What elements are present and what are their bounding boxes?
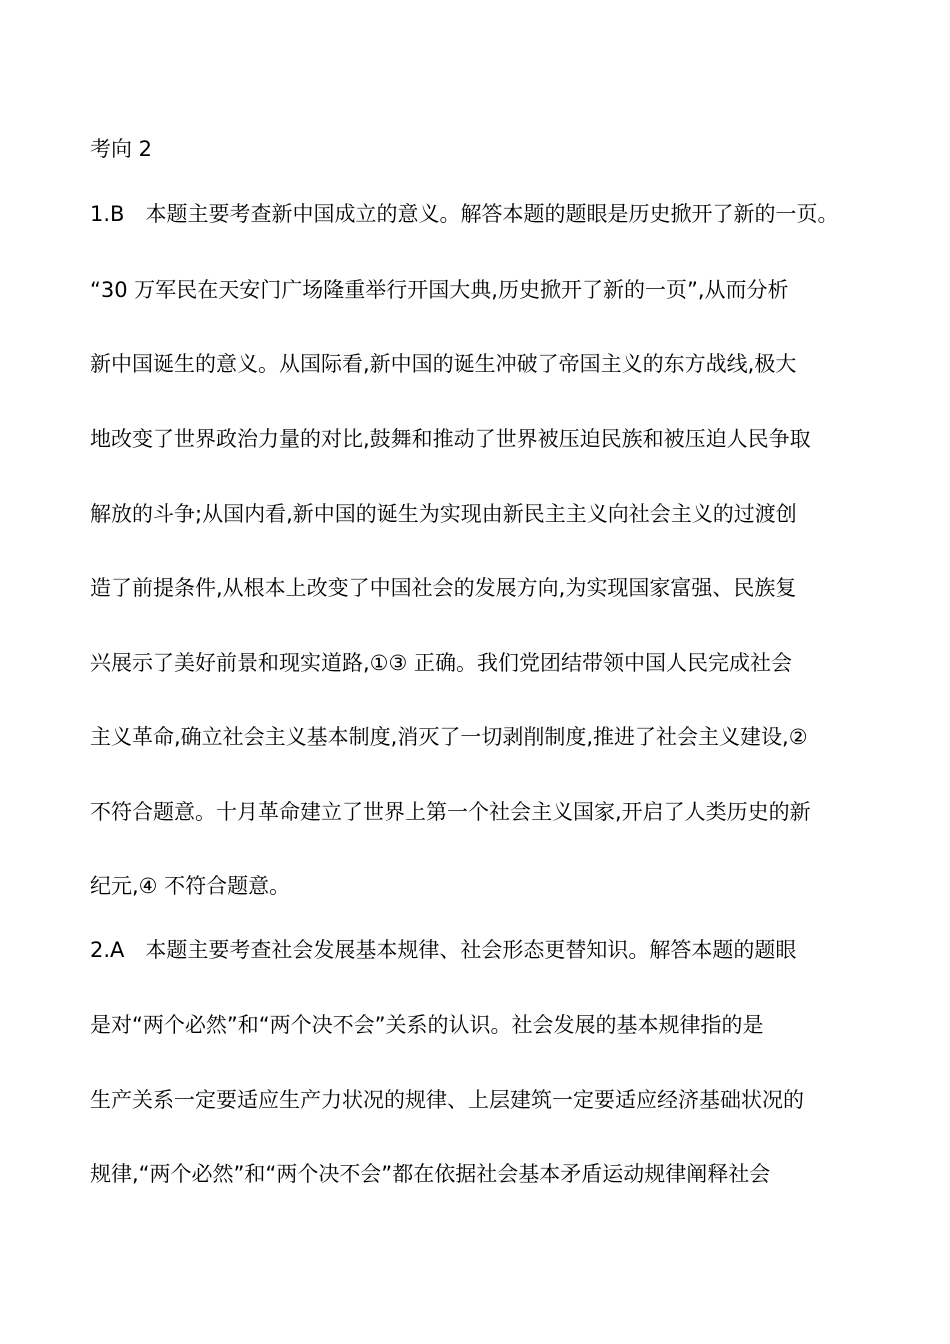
answer-1-line-8: 主义革命,确立社会主义基本制度,消灭了一切剥削制度,推进了社会主义建设,② <box>90 725 808 749</box>
section-heading: 考向 2 <box>90 137 153 161</box>
answer-1-line-9: 不符合题意。十月革命建立了世界上第一个社会主义国家,开启了人类历史的新 <box>90 800 811 824</box>
answer-2-line-3: 生产关系一定要适应生产力状况的规律、上层建筑一定要适应经济基础状况的 <box>90 1088 804 1112</box>
answer-1-line-6: 造了前提条件,从根本上改变了中国社会的发展方向,为实现国家富强、民族复 <box>90 576 797 600</box>
answer-2-line-1: 2.A 本题主要考查社会发展基本规律、社会形态更替知识。解答本题的题眼 <box>90 938 797 962</box>
answer-1-line-4: 地改变了世界政治力量的对比,鼓舞和推动了世界被压迫民族和被压迫人民争取 <box>90 427 811 451</box>
answer-2-line-2: 是对“两个必然”和“两个决不会”关系的认识。社会发展的基本规律指的是 <box>90 1013 764 1037</box>
answer-1-line-7: 兴展示了美好前景和现实道路,①③ 正确。我们党团结带领中国人民完成社会 <box>90 651 793 675</box>
answer-1-line-3: 新中国诞生的意义。从国际看,新中国的诞生冲破了帝国主义的东方战线,极大 <box>90 352 797 376</box>
answer-1-line-1: 1.B 本题主要考查新中国成立的意义。解答本题的题眼是历史掀开了新的一页。 <box>90 202 839 226</box>
answer-1-line-5: 解放的斗争;从国内看,新中国的诞生为实现由新民主主义向社会主义的过渡创 <box>90 502 797 526</box>
answer-2-line-4: 规律,“两个必然”和“两个决不会”都在依据社会基本矛盾运动规律阐释社会 <box>90 1162 771 1186</box>
answer-1-line-10: 纪元,④ 不符合题意。 <box>90 874 291 898</box>
answer-1-line-2: “30 万军民在天安门广场隆重举行开国大典,历史掀开了新的一页”,从而分析 <box>90 278 789 302</box>
